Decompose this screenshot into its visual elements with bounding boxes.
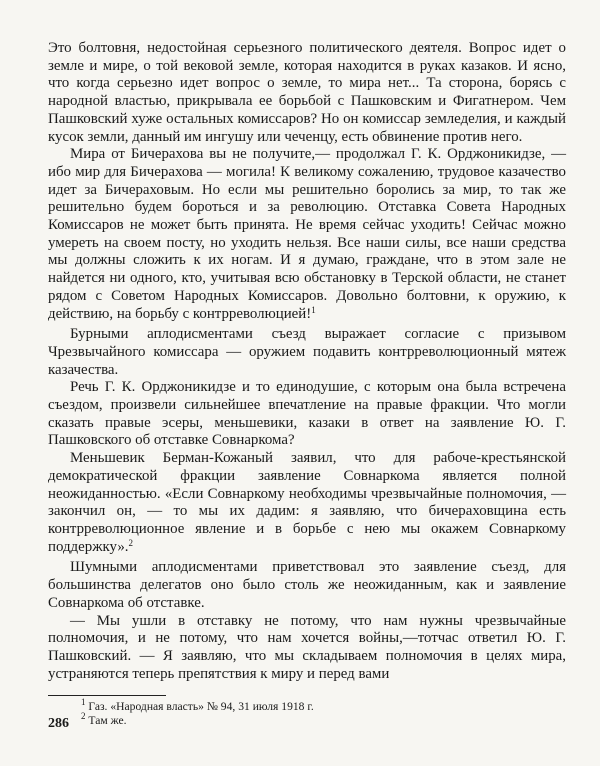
footnote-1 [48,697,566,714]
footnote-2 [48,711,566,728]
body-text [48,40,566,683]
footnotes [48,697,566,728]
footnote-ref-1[interactable]: 1 [311,304,316,315]
footnote-text-2: Там же. [88,714,127,728]
footnote-text-1: Газ. «Народная власть» № 94, 31 июля 1918 г. [88,700,314,714]
paragraph-5: Меньшевик Берман-Кожаный заявил, что для рабоче-крестьянской демократической фракции заявление Совнаркома является полной неожиданностью. «Если Совнаркому необходимы чрезвычайные полномочия, — закончил он, — то мы их дадим: я заявляю, что бичераховщина есть контрреволюционное явление и в борьбе с нею мы окажем Совнаркому поддержку».$^2$ [48,450,566,555]
footnote-ref-2[interactable]: 2 [128,537,133,548]
paragraph-4: Речь Г. К. Орджоникидзе и то единодушие, с которым она была встречена съездом, произвели сильнейшее впечатление на правые фракции. Что могли сказать правые эсеры, меньшевики, казаки в ответ на заявление Ю. Г. Пашковского об отставке Совнаркома? [48,379,566,449]
paragraph-3: Бурными аплодисментами съезд выражает согласие с призывом Чрезвычайного комиссара — оружием подавить контрреволюционный мятеж казачества. [48,326,566,378]
footnote-mark-1: 1 [81,697,86,708]
paragraph-1: Это болтовня, недостойная серьезного политического деятеля. Вопрос идет о земле и мире, о той вековой земле, которая находится в руках казаков. И ясно, что когда серьезно идет вопрос о земле, то мира нет... Та сторона, борясь с народной властью, прикрывала ее борьбой с Пашковским и Фигатнером. Чем Пашковский хуже остальных комиссаров? Но он комиссар земледелия, и каждый кусок земли, данный им ингушу или чеченцу, есть обвинение против него. [48,40,566,145]
footnote-divider [48,695,166,696]
paragraph-7: — Мы ушли в отставку не потому, что нам нужны чрезвычайные полномочия, и не потому, что нам хочется войны,—тотчас ответил Ю. Г. Пашковский. — Я заявляю, что мы складываем полномочия в целях мира, устраняются теперь препятствия к миру и перед вами [48,612,566,682]
footnote-mark-2: 2 [81,711,86,722]
paragraph-6: Шумными аплодисментами приветствовал это заявление съезд, для большинства делегатов оно было столь же неожиданным, как и заявление Совнаркома об отставке. [48,559,566,611]
page-number: 286 [48,716,69,731]
paragraph-2: Мира от Бичерахова вы не получите,— продолжал Г. К. Орджоникидзе, — ибо мир для Бичерахова — могила! К великому сожалению, трудовое казачество идет за Бичераховым. Но если мы решительно боролись за мир, то так же решительно будем бороться и за революцию. Отставка Совета Народных Комиссаров не может быть принята. Не время сейчас уходить! Сейчас можно умереть на своем посту, но уходить нельзя. Все наши силы, все наши средства мы должны сложить к их ногам. И я думаю, граждане, что в этом зале не найдется ни одного, кто, учитывая всю обстановку в Терской области, не станет рядом с Советом Народных Комиссаров. Довольно болтовни, к оружию, к действию, на борьбу с контрреволюцией!$^1$ [48,146,566,322]
